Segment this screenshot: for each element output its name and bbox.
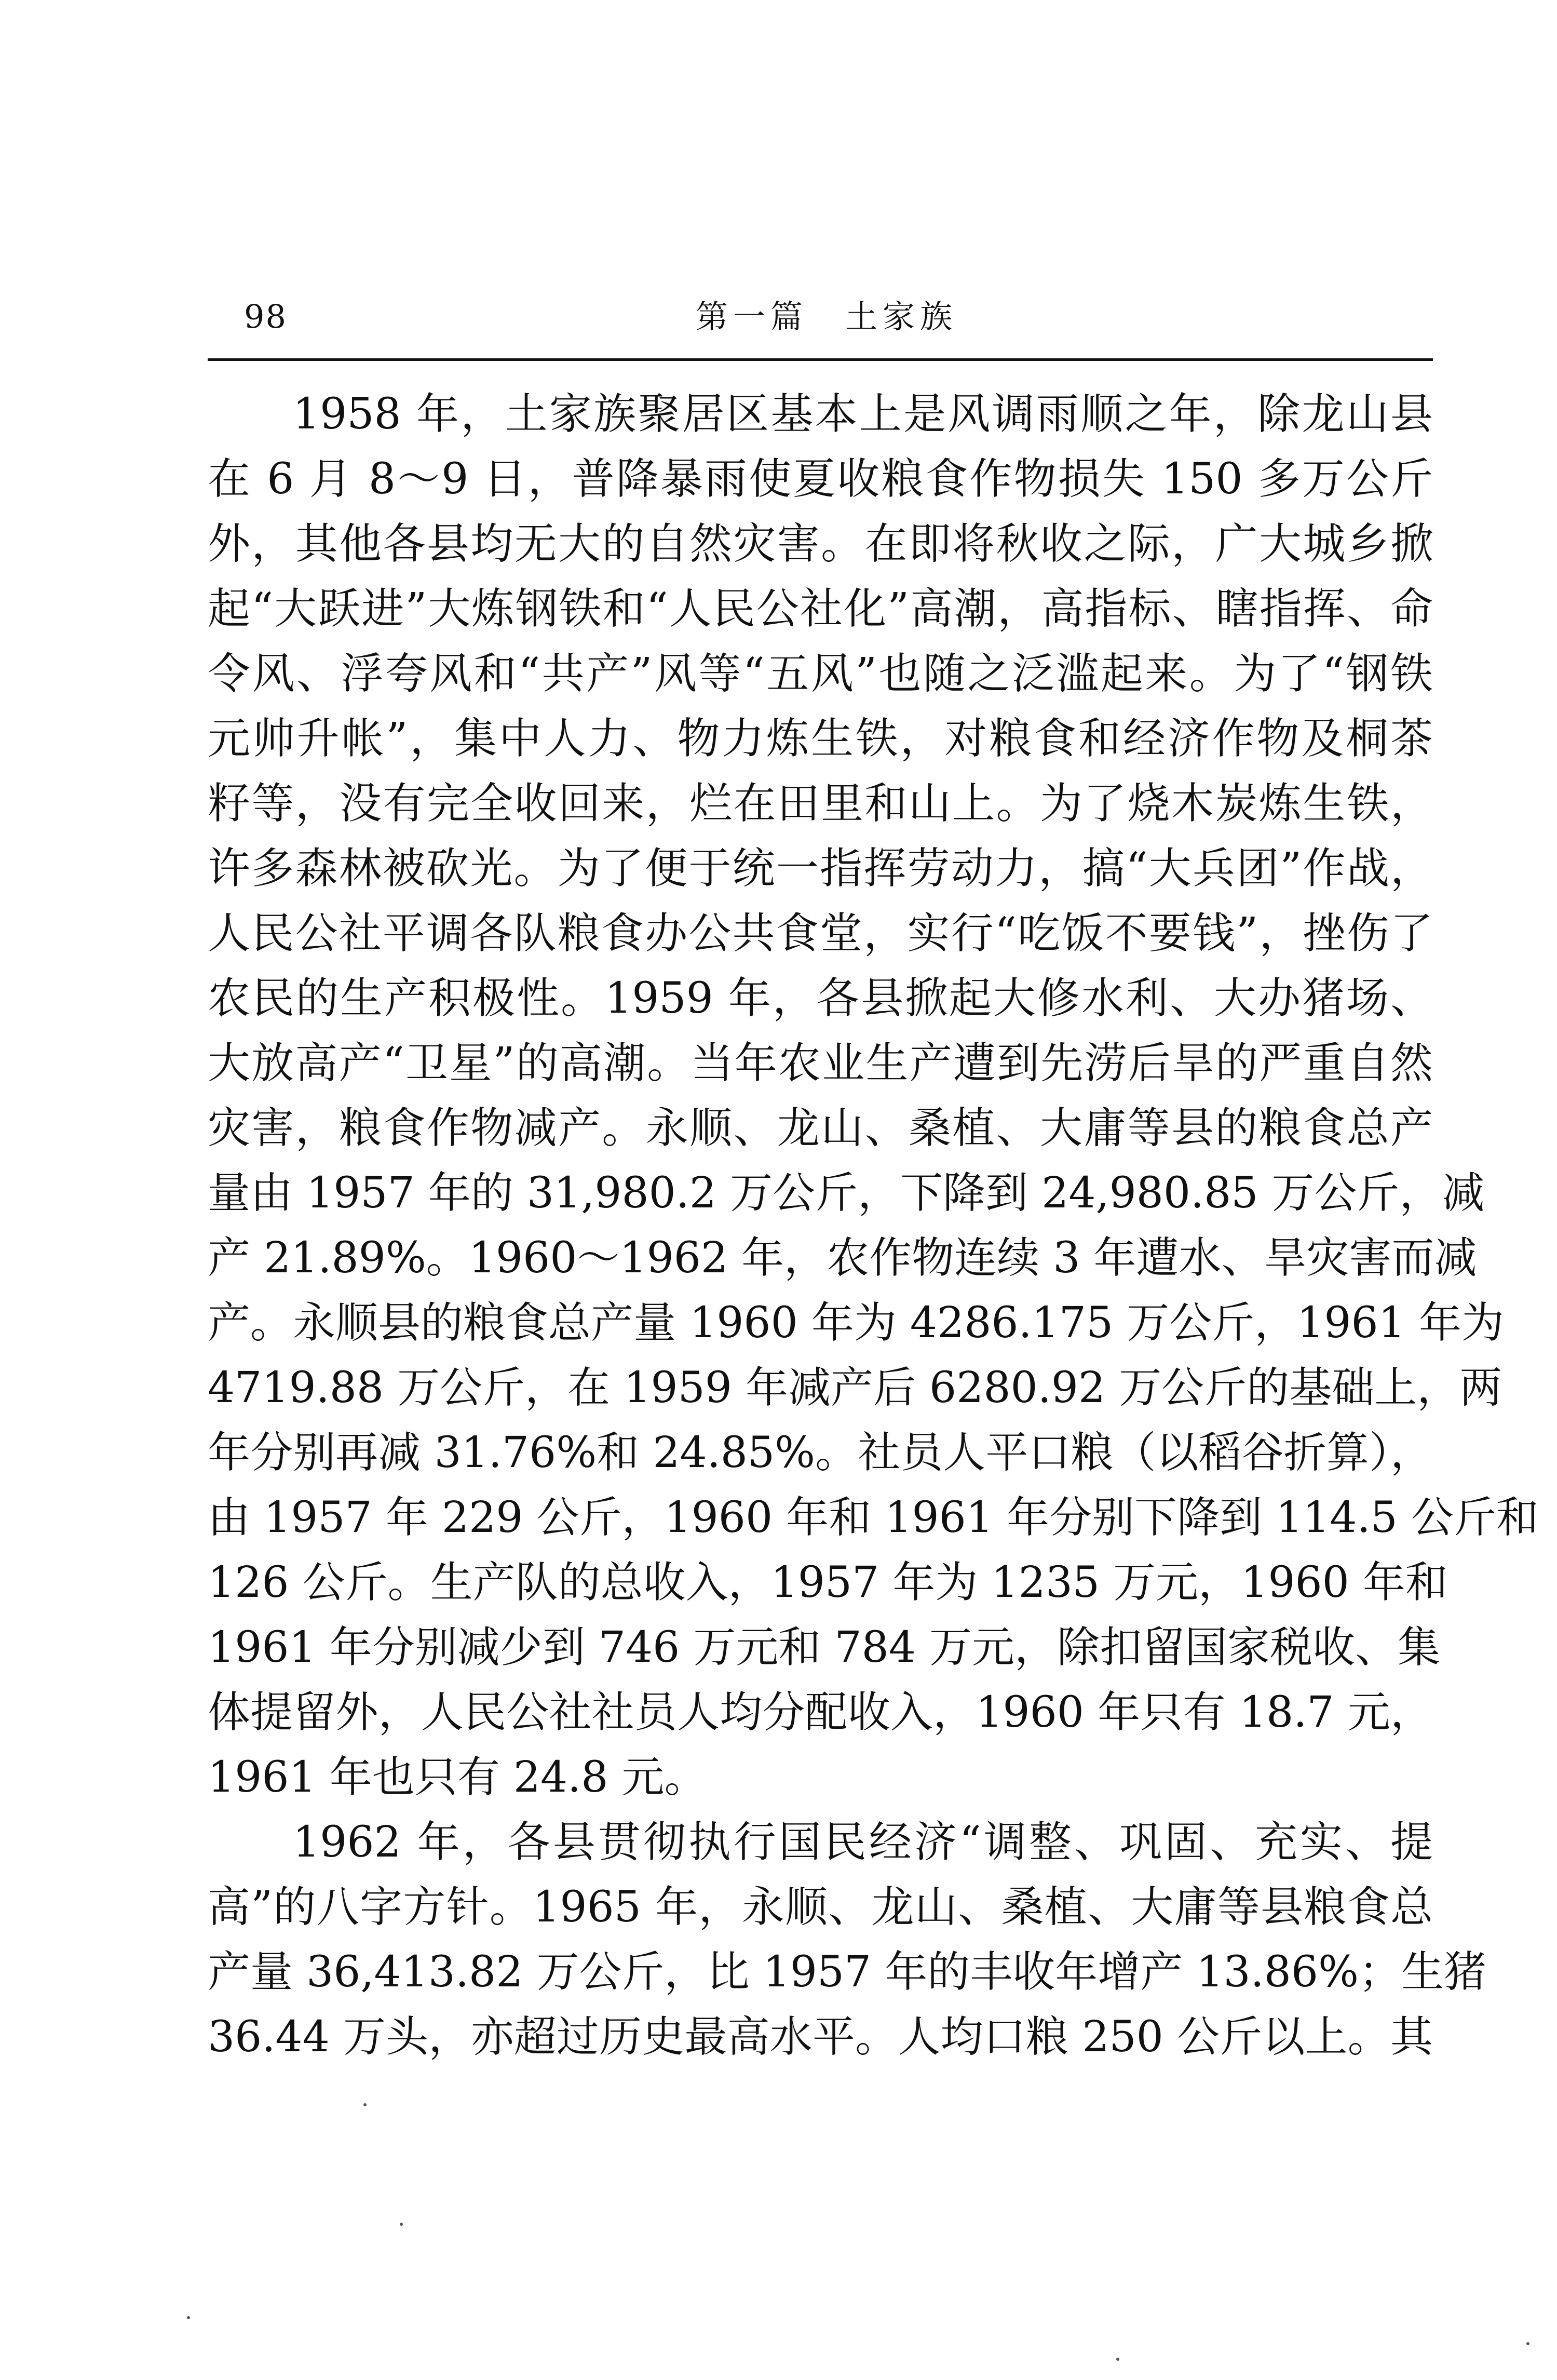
text-line: 由 1957 年 229 公斤，1960 年和 1961 年分别下降到 114.5 公斤和 xyxy=(208,1493,1539,1542)
running-head xyxy=(208,291,1433,343)
text-line: 1961 年也只有 24.8 元。 xyxy=(208,1753,707,1802)
text-line: 1958 年，土家族聚居区基本上是风调雨顺之年，除龙山县 xyxy=(293,389,1433,439)
text-line: 许多森林被砍光。为了便于统一指挥劳动力，搞“大兵团”作战， xyxy=(208,844,1433,893)
text-line: 36.44 万头，亦超过历史最高水平。人均口粮 250 公斤以上。其 xyxy=(208,2012,1433,2062)
text-line: 农民的生产积极性。1959 年，各县掀起大修水利、大办猪场、 xyxy=(208,974,1433,1023)
scan-speck xyxy=(1116,2358,1119,2361)
scan-speck xyxy=(187,2316,190,2319)
header-rule xyxy=(208,358,1433,361)
text-line: 126 公斤。生产队的总收入，1957 年为 1235 万元，1960 年和 xyxy=(208,1558,1448,1607)
scan-speck xyxy=(363,2103,367,2106)
text-line: 在 6 月 8～9 日，普降暴雨使夏收粮食作物损失 150 多万公斤 xyxy=(208,454,1433,504)
text-line: 产量 36,413.82 万公斤，比 1957 年的丰收年增产 13.86%；生猪 xyxy=(208,1947,1487,1997)
text-line: 1961 年分别减少到 746 万元和 784 万元，除扣留国家税收、集 xyxy=(208,1623,1441,1672)
chapter-title: 第一篇 土家族 xyxy=(696,298,958,335)
page-number: 98 xyxy=(244,298,287,335)
scan-speck xyxy=(400,2223,403,2226)
text-line: 外，其他各县均无大的自然灾害。在即将秋收之际，广大城乡掀 xyxy=(208,519,1433,569)
text-line: 大放高产“卫星”的高潮。当年农业生产遭到先涝后旱的严重自然 xyxy=(208,1039,1433,1088)
text-line: 人民公社平调各队粮食办公共食堂，实行“吃饭不要钱”，挫伤了 xyxy=(208,909,1433,958)
text-line: 年分别再减 31.76%和 24.85%。社员人平口粮（以稻谷折算）， xyxy=(208,1428,1433,1477)
text-line: 元帅升帐”，集中人力、物力炼生铁，对粮食和经济作物及桐茶 xyxy=(208,714,1433,763)
text-line: 体提留外，人民公社社员人均分配收入，1960 年只有 18.7 元， xyxy=(208,1688,1433,1737)
text-line: 令风、浮夸风和“共产”风等“五风”也随之泛滥起来。为了“钢铁 xyxy=(208,649,1433,698)
text-line: 籽等，没有完全收回来，烂在田里和山上。为了烧木炭炼生铁， xyxy=(208,779,1433,828)
text-line: 起“大跃进”大炼钢铁和“人民公社化”高潮，高指标、瞎指挥、命 xyxy=(208,584,1433,634)
text-line: 量由 1957 年的 31,980.2 万公斤，下降到 24,980.85 万公斤，减 xyxy=(208,1168,1485,1218)
text-line: 产。永顺县的粮食总产量 1960 年为 4286.175 万公斤，1961 年为 xyxy=(208,1298,1504,1348)
text-line: 产 21.89%。1960～1962 年，农作物连续 3 年遭水、旱灾害而减 xyxy=(208,1233,1477,1283)
text-line: 4719.88 万公斤，在 1959 年减产后 6280.92 万公斤的基础上，两 xyxy=(208,1363,1502,1413)
text-line: 高”的八字方针。1965 年，永顺、龙山、桑植、大庸等县粮食总 xyxy=(208,1883,1433,1932)
text-line: 灾害，粮食作物减产。永顺、龙山、桑植、大庸等县的粮食总产 xyxy=(208,1104,1433,1153)
body-text xyxy=(208,382,1539,2069)
scan-speck xyxy=(1526,2342,1529,2345)
text-line: 1962 年，各县贯彻执行国民经济“调整、巩固、充实、提 xyxy=(293,1818,1433,1867)
